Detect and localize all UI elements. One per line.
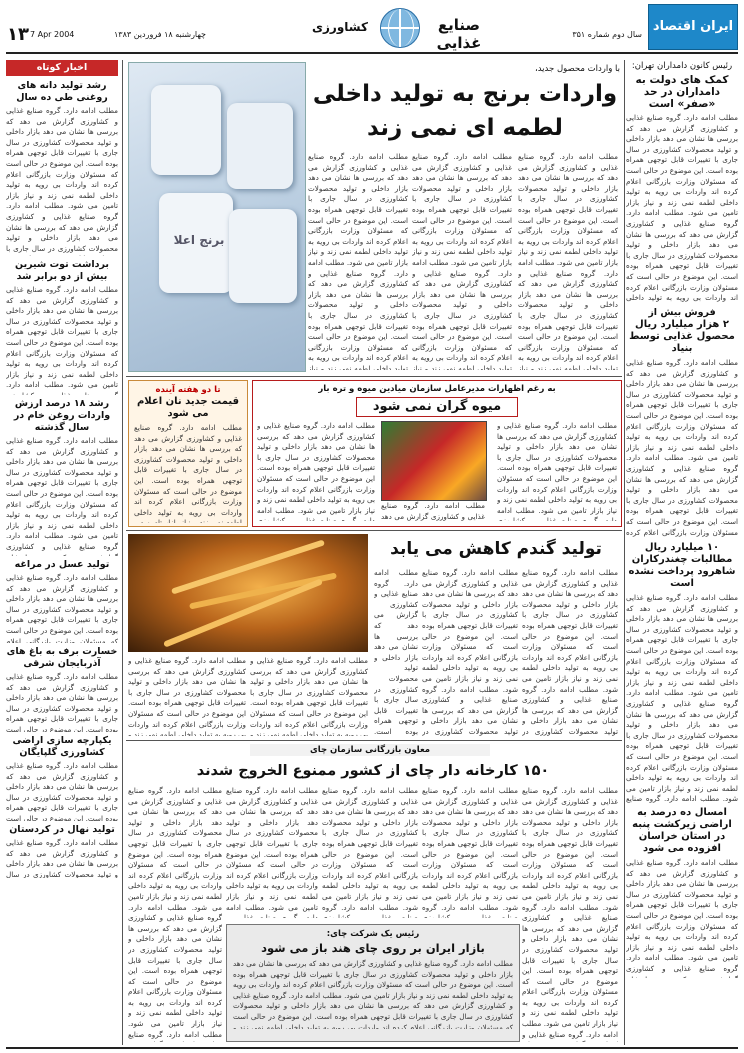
bag-label: برنج اعلا [173, 233, 225, 247]
story3-title: ۱۰ میلیارد ریال مطالبات چغندرکاران شاهرود پرداخت نشده است [628, 542, 736, 589]
news-item-title: تولید عسل در مراغه [14, 559, 110, 570]
news-item-body [6, 285, 118, 395]
story2-kicker: فروش بیش از [648, 307, 716, 318]
news-item-title: تولید نهال در کردستان [9, 824, 115, 835]
tea-body-col3 [322, 786, 418, 918]
fruit-body-right [497, 421, 617, 521]
tea-sub-body [233, 959, 513, 1029]
globe-icon [380, 8, 420, 48]
price-box [128, 380, 248, 527]
story1-title: کمک های دولت به دامداران در حد «صفر» است [635, 74, 729, 110]
tea-title: ۱۵۰ کارخانه دار چای از کشور ممنوع الخروج شدند [196, 763, 550, 779]
news-item-title: برداشت توت شیرین بیش از دو برابر شد [15, 259, 109, 282]
wheat-body-col1 [522, 568, 618, 736]
tea-body-col5 [128, 786, 222, 1042]
issue-info: سال دوم شماره ۳۵۱ [572, 30, 642, 39]
story3-body [626, 593, 738, 803]
news-item-title: یکپارچه سازی اراضی کشاورزی گلپایگان [12, 735, 112, 758]
news-item-body [6, 106, 118, 256]
news-item-body [6, 573, 118, 643]
rice-photo [128, 62, 306, 372]
news-item-body [6, 838, 118, 878]
news-item-title: رشد ۱۸ درصد ارزش واردات روغن خام در سال گذشته [13, 398, 111, 433]
story2-title: ۲ هزار میلیارد ریال محصول غذایی توسط بنیاد [629, 319, 735, 354]
fruit-title-box [356, 397, 518, 417]
tea-body-col4 [226, 786, 318, 918]
fruit-photo [381, 421, 487, 501]
logo-text: ایران اقتصاد [652, 19, 734, 34]
news-item-title: خسارت برف به باغ های آذربایجان شرقی [6, 646, 118, 669]
wheat-title: تولید گندم کاهش می یابد [390, 539, 602, 559]
news-item-body [6, 761, 118, 821]
price-body [134, 423, 242, 523]
lead-body-col1 [518, 152, 618, 370]
wheat-photo [128, 534, 368, 652]
section-title: صنایع غذایی [436, 16, 482, 52]
section-title-block [300, 8, 500, 52]
price-kicker: تا دو هفته آینده [155, 385, 221, 395]
story1-kicker: رئیس کانون دامداران تهران: [631, 61, 733, 71]
story1-body [626, 113, 738, 303]
date-en: 7 Apr 2004 [30, 30, 75, 39]
fruit-story [252, 380, 622, 527]
news-box-header: اخبار کوتاه [6, 60, 118, 76]
date-fa: چهارشنبه ۱۸ فروردین ۱۳۸۳ [113, 30, 206, 39]
tea-sub-title: بازار ایران بر روی چای هند باز می شود [261, 941, 485, 955]
lead-title-line2: لطمه ای نمی زند [367, 115, 563, 141]
wheat-body-col4 [250, 656, 368, 736]
tea-body-col2 [422, 786, 518, 918]
fruit-kicker: به رغم اظهارات مدیرعامل سازمان میادین میوه و تره بار [318, 384, 556, 394]
fruit-caption [381, 501, 485, 523]
wheat-body-col2 [422, 568, 518, 736]
fruit-title: میوه گران نمی شود [372, 399, 502, 414]
story4-body [626, 858, 738, 978]
lead-title-line1: واردات برنج به تولید داخلی [312, 81, 618, 107]
tea-body-col1 [522, 786, 618, 1042]
fruit-body-left [257, 421, 375, 521]
masthead-logo [648, 4, 738, 50]
right-column [626, 60, 738, 1045]
tea-sub-kicker: رئیس یک شرکت چای: [326, 929, 420, 939]
section-subtitle: کشاورزی [312, 20, 368, 34]
price-title: قیمت جدید نان اعلام می شود [136, 396, 240, 419]
news-item-body [6, 436, 118, 556]
tea-sub-box [226, 924, 520, 1042]
story2-body [626, 358, 738, 538]
tea-kicker: معاون بازرگانی سازمان چای [250, 744, 490, 756]
news-item-title: رشد تولید دانه های روغنی طی ده سال [16, 80, 108, 103]
page-header [0, 0, 744, 52]
wheat-body-col5 [128, 656, 246, 736]
news-item-body [6, 672, 118, 732]
page-number: ۱۳ [7, 24, 29, 45]
left-column [6, 60, 118, 1045]
story4-title: امسال ده درصد به اراضی زیرکشت پنبه در استان خراسان افزوده می شود [632, 807, 732, 854]
wheat-body-col3 [374, 568, 418, 736]
lead-body-col2 [412, 152, 512, 370]
lead-body-col3 [308, 152, 408, 370]
lead-kicker: با واردات محصول جدید، [534, 64, 620, 74]
